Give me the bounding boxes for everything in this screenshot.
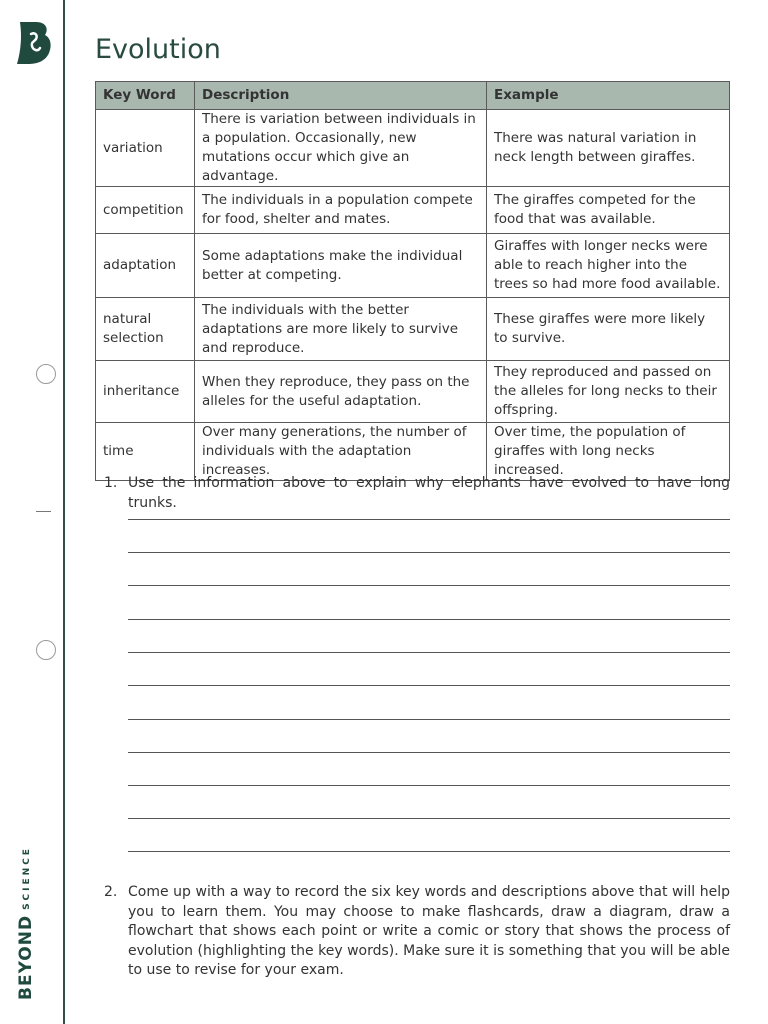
answer-line: [128, 719, 730, 720]
fold-mark: [36, 511, 51, 512]
description-cell: The individuals in a population compete for food, shelter and mates.: [195, 187, 487, 234]
key-word-table: [95, 81, 730, 481]
description-cell: There is variation between individuals in a population. Occasionally, new mutations occur which give an advantage.: [195, 110, 487, 187]
key-word-cell: adaptation: [96, 234, 195, 298]
beyond-logo-icon: [14, 20, 52, 66]
answer-line: [128, 785, 730, 786]
key-word-cell: inheritance: [96, 361, 195, 423]
column-header-example: Example: [487, 82, 730, 110]
table-row: [96, 423, 730, 481]
key-word-cell: time: [96, 423, 195, 481]
description-cell: When they reproduce, they pass on the alleles for the useful adaptation.: [195, 361, 487, 423]
column-header-key-word: Key Word: [96, 82, 195, 110]
question-text: Use the information above to explain why elephants have evolved to have long trunks.: [128, 475, 730, 511]
answer-line: [128, 818, 730, 819]
key-word-cell: variation: [96, 110, 195, 187]
table-row: [96, 234, 730, 298]
margin-line: [63, 0, 65, 1024]
brand-wordmark: [16, 846, 36, 1000]
question-number: 2.: [104, 884, 118, 900]
table-row: [96, 298, 730, 361]
answer-line: [128, 652, 730, 653]
question-text: Come up with a way to record the six key words and descriptions above that will help you to learn them. You may choose to make flashcards, draw a diagram, draw a flowchart that shows each point or write a comic or story that shows the process of evolution (highlighting the key words). Make sure it is something that you will be able to use to revise for your exam.: [128, 884, 730, 978]
table-row: [96, 361, 730, 423]
answer-line: [128, 685, 730, 686]
example-cell: There was natural variation in neck length between giraffes.: [487, 110, 730, 187]
example-cell: Giraffes with longer necks were able to reach higher into the trees so had more food available.: [487, 234, 730, 298]
page-title: Evolution: [95, 34, 221, 65]
key-word-cell: competition: [96, 187, 195, 234]
brand-word: BEYOND: [16, 914, 36, 1000]
example-cell: These giraffes were more likely to survive.: [487, 298, 730, 361]
answer-line: [128, 552, 730, 553]
answer-line: [128, 851, 730, 852]
punch-hole-top: [36, 364, 56, 384]
example-cell: They reproduced and passed on the alleles for long necks to their offspring.: [487, 361, 730, 423]
description-cell: Over many generations, the number of individuals with the adaptation increases.: [195, 423, 487, 481]
column-header-description: Description: [195, 82, 487, 110]
table-header-row: [96, 82, 730, 110]
table-row: [96, 110, 730, 187]
answer-line: [128, 619, 730, 620]
description-cell: Some adaptations make the individual better at competing.: [195, 234, 487, 298]
example-cell: The giraffes competed for the food that was available.: [487, 187, 730, 234]
answer-line: [128, 585, 730, 586]
answer-line: [128, 519, 730, 520]
question-number: 1.: [104, 475, 118, 491]
punch-hole-bottom: [36, 640, 56, 660]
key-word-cell: natural selection: [96, 298, 195, 361]
table-row: [96, 187, 730, 234]
answer-line: [128, 752, 730, 753]
description-cell: The individuals with the better adaptations are more likely to survive and reproduce.: [195, 298, 487, 361]
brand-subword: SCIENCE: [22, 846, 32, 910]
example-cell: Over time, the population of giraffes with long necks increased.: [487, 423, 730, 481]
